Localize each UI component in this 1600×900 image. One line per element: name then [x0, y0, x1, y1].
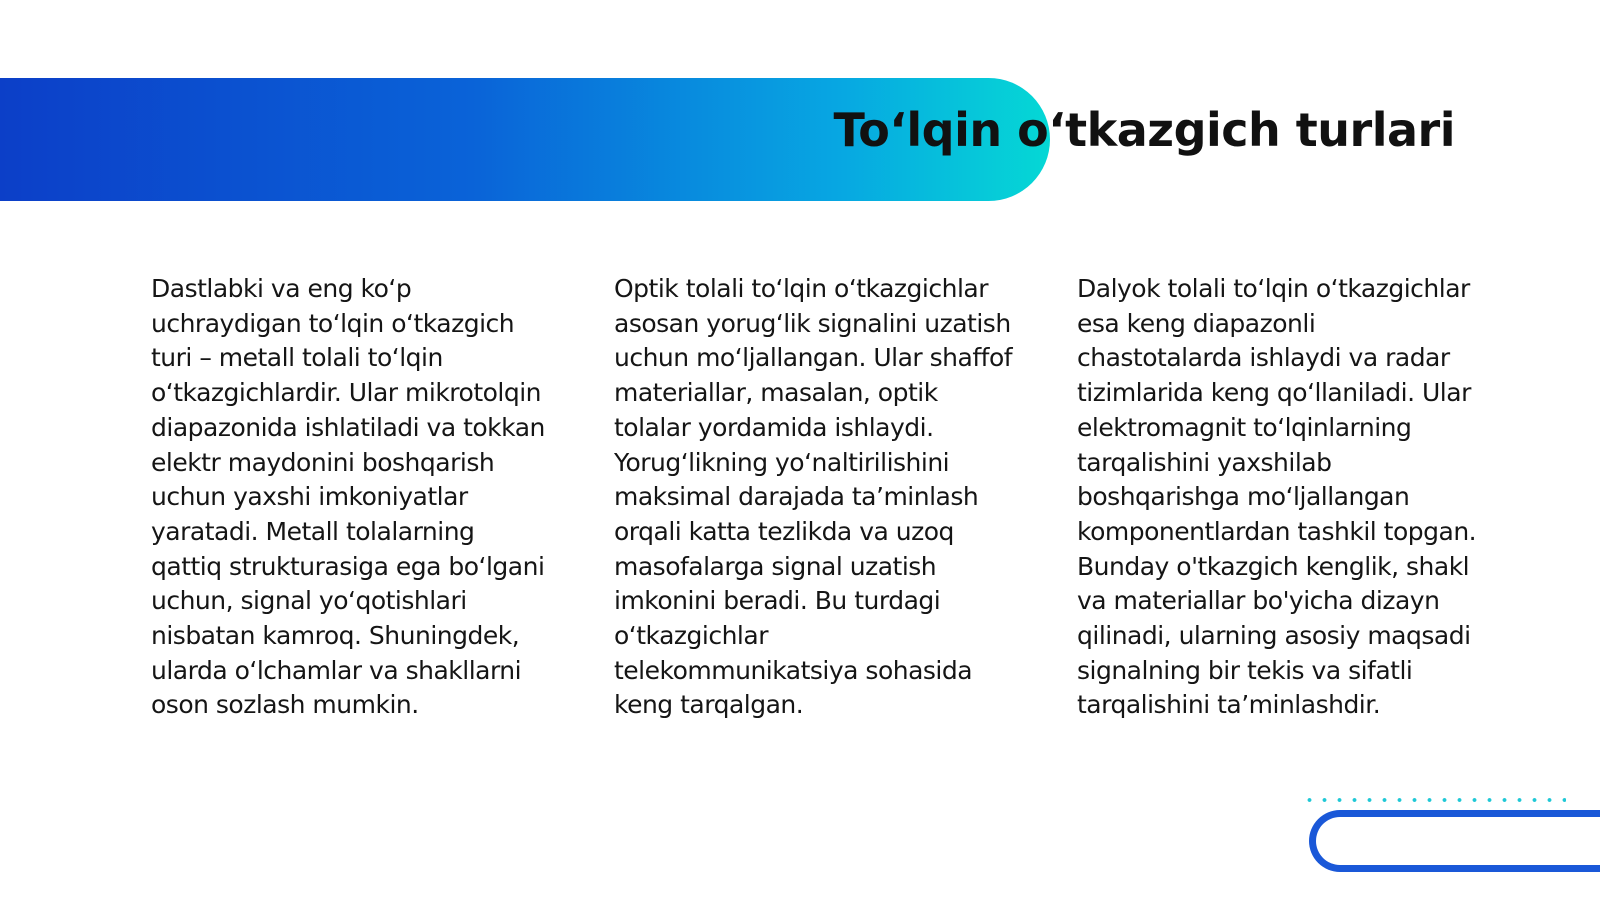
text-column-dielectric-waveguides: Dalyok tolali to‘lqin o‘tkazgichlar esa keng diapazonli chastotalarda ishlaydi va radar tizimlarida keng qo‘llaniladi. Ular elektromagnit to‘lqinlarning tarqalishini yaxshilab boshqarishga mo‘ljallangan komponentlardan tashkil topgan. Bunday o'tkazgich kenglik, shakl va materiallar bo'yicha dizayn qilinadi, ularning asosiy maqsadi signalning bir tekis va sifatli tarqalishini ta’minlashdir. — [1077, 274, 1477, 720]
text-column-metal-waveguides: Dastlabki va eng ko‘p uchraydigan to‘lqin o‘tkazgich turi – metall tolali to‘lqin o‘tkazgichlardir. Ular mikrotolqin diapazonida ishlatiladi va tokkan elektr maydonini boshqarish uchun yaxshi imkoniyatlar yaratadi. Metall tolalarning qattiq strukturasiga ega bo‘lgani uchun, signal yo‘qotishlari nisbatan kamroq. Shuningdek, ularda o‘lchamlar va shakllarni oson sozlash mumkin. — [151, 274, 545, 720]
text-column-optical-waveguides: Optik tolali to‘lqin o‘tkazgichlar asosan yorug‘lik signalini uzatish uchun mo‘ljallangan. Ular shaffof materiallar, masalan, optik tolalar yordamida ishlaydi. Yorug‘likning yo‘naltirilishini maksimal darajada ta’minlash orqali katta tezlikda va uzoq masofalarga signal uzatish imkonini beradi. Bu turdagi o‘tkazgichlar telekommunikatsiya sohasida keng tarqalgan. — [614, 274, 1013, 720]
decorative-pill-outline — [1309, 810, 1600, 872]
slide-title: To‘lqin o‘tkazgich turlari — [833, 103, 1455, 157]
decorative-dot-row — [1302, 797, 1566, 803]
